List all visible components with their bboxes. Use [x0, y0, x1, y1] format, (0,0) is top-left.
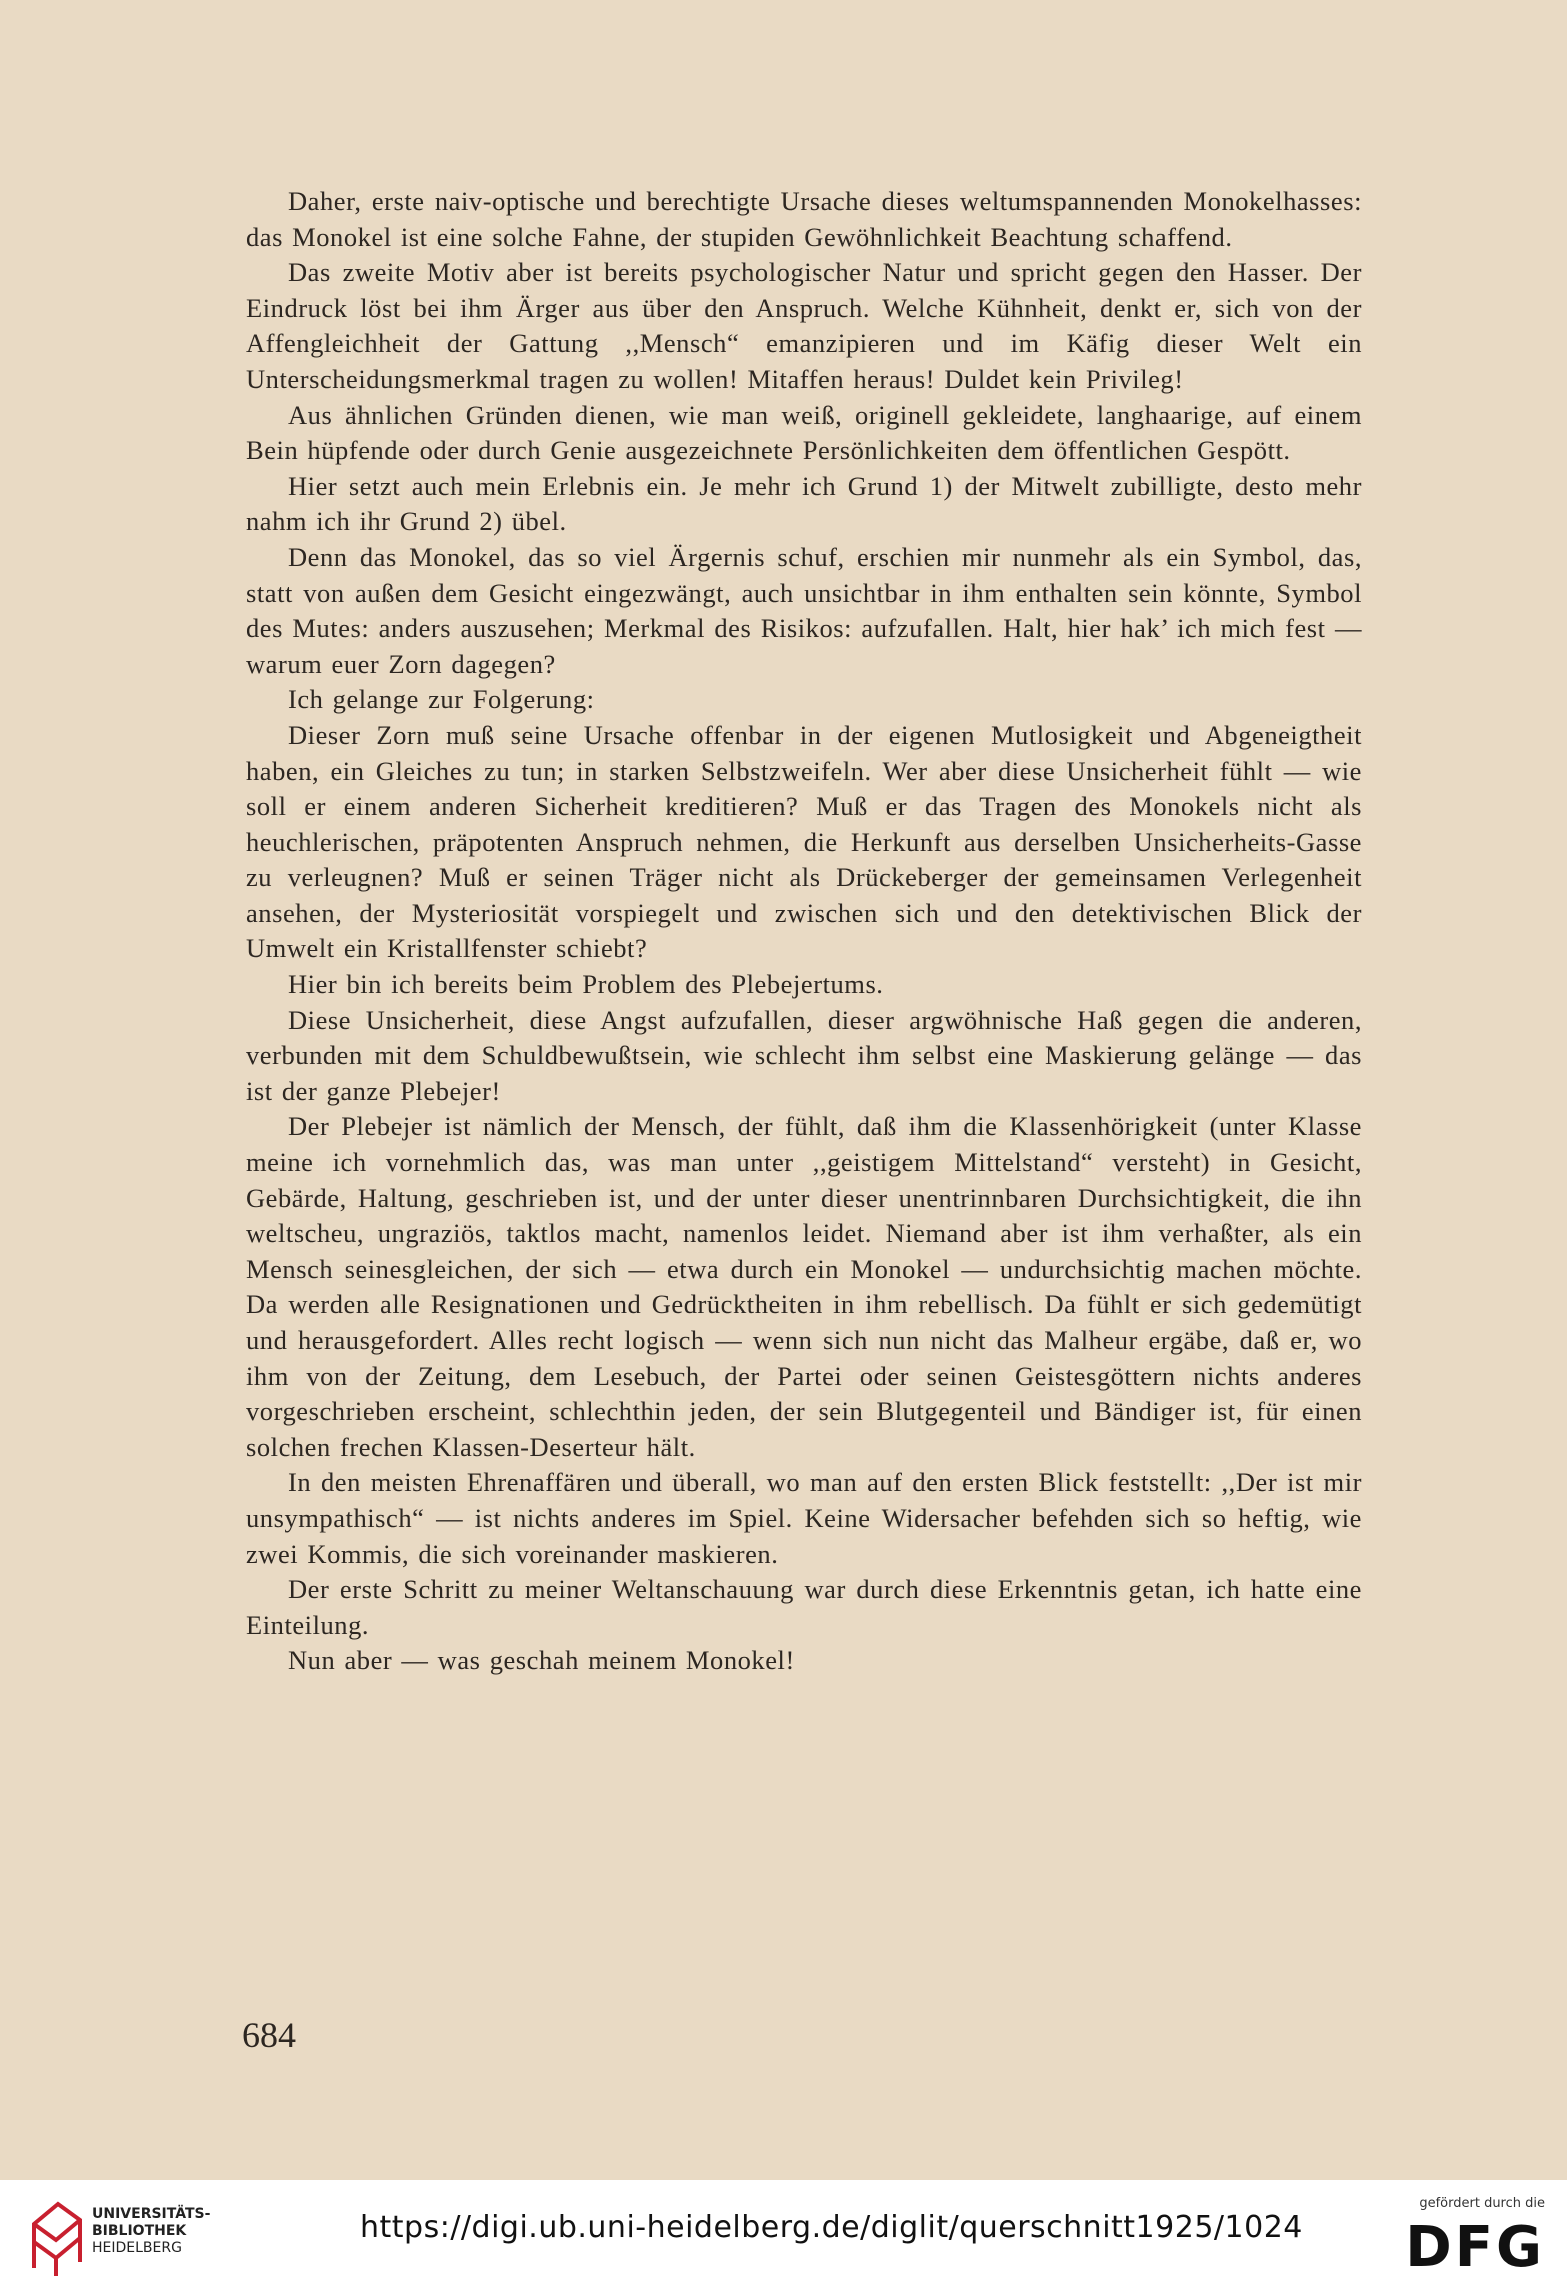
paragraph: Daher, erste naiv-optische und berechtigte Ursache dieses weltumspannenden Monokelhasses: das Monokel ist eine solche Fahne, der stupiden Gewöhnlichkeit Beachtung schaffend. — [246, 186, 1362, 252]
dfg-logo-icon[interactable]: DFG — [1405, 2215, 1545, 2280]
paragraph: Hier setzt auch mein Erlebnis ein. Je mehr ich Grund 1) der Mitwelt zubilligte, desto mehr nahm ich ihr Grund 2) übel. — [246, 470, 1362, 537]
footer-bar — [0, 2180, 1567, 2292]
paragraph: Der erste Schritt zu meiner Weltanschauung war durch diese Erkenntnis getan, ich hatte eine Einteilung. — [246, 1574, 1362, 1640]
funding-caption: gefördert durch die — [1419, 2196, 1545, 2211]
paragraph: Das zweite Motiv aber ist bereits psychologischer Natur und spricht gegen den Hasser. Der Eindruck löst bei ihm Ärger aus über den Anspruch. Welche Kühnheit, denkt er, sich von der Affengleichheit der Gattung ,,Mensch“ emanzipieren und im Käfig dieser Welt ein Unterscheidungsmerkmal tragen zu wollen! Mitaffen heraus! Duldet kein Privileg! — [246, 257, 1362, 394]
library-name-line: HEIDELBERG — [92, 2240, 182, 2256]
permalink-url[interactable]: https://digi.ub.uni-heidelberg.de/diglit/querschnitt1925/1024 — [360, 2210, 1303, 2245]
paragraph: Ich gelange zur Folgerung: — [288, 684, 595, 715]
library-name — [92, 2206, 210, 2257]
library-name-line: BIBLIOTHEK — [92, 2223, 187, 2239]
paragraph: Dieser Zorn muß seine Ursache offenbar in der eigenen Mutlosigkeit und Abgeneigtheit haben, ein Gleiches zu tun; in starken Selbstzweifeln. Wer aber diese Unsicherheit fühlt — wie soll er einem anderen Sicherheit kreditieren? Muß er das Tragen des Monokels nicht als heuchlerischen, präpotenten Anspruch nehmen, die Herkunft aus derselben Unsicherheits-Gasse zu verleugnen? Muß er seinen Träger nicht als Drückeberger der gemeinsamen Verlegenheit ansehen, der Mysteriosität vorspiegelt und zwischen sich und den detektivischen Blick der Umwelt ein Kristallfenster schiebt? — [246, 719, 1362, 964]
paragraph: In den meisten Ehrenaffären und überall, wo man auf den ersten Blick feststellt: ,,Der ist mir unsympathisch“ — ist nichts anderes im Spiel. Keine Widersacher befehden sich so heftig, wie zwei Kommis, die sich voreinander maskieren. — [246, 1467, 1362, 1569]
paragraph: Denn das Monokel, das so viel Ärgernis schuf, erschien mir nunmehr als ein Symbol, das, statt von außen dem Gesicht eingezwängt, auch unsichtbar in ihm enthalten sein könnte, Symbol des Mutes: anders auszusehen; Merkmal des Risikos: aufzufallen. Halt, hier hak’ ich mich fest — warum euer Zorn dagegen? — [246, 541, 1362, 679]
paragraph: Diese Unsicherheit, diese Angst aufzufallen, dieser argwöhnische Haß gegen die anderen, verbunden mit dem Schuldbewußtsein, wie schlecht ihm selbst eine Maskierung gelänge — das ist der ganze Plebejer! — [246, 1004, 1362, 1106]
paragraph: Aus ähnlichen Gründen dienen, wie man weiß, originell gekleidete, langhaarige, auf einem Bein hüpfende oder durch Genie ausgezeichnete Persönlichkeiten dem öffentlichen Gespött. — [246, 399, 1362, 466]
paragraph: Nun aber — was geschah meinem Monokel! — [288, 1645, 795, 1676]
body-text — [246, 184, 1362, 1679]
library-logo-icon[interactable] — [28, 2194, 86, 2278]
paragraph: Der Plebejer ist nämlich der Mensch, der fühlt, daß ihm die Klassenhörigkeit (unter Klasse meine ich vornehmlich das, was man unter ,,geistigem Mittelstand“ versteht) in Gesicht, Gebärde, Haltung, geschrieben ist, und der unter dieser unentrinnbaren Durchsichtigkeit, die ihn weltscheu, ungraziös, taktlos macht, namenlos leidet. Niemand aber ist ihm verhaßter, als ein Mensch seinesgleichen, der sich — etwa durch ein Monokel — undurchsichtig machen möchte. Da werden alle Resignationen und Gedrücktheiten in ihm rebellisch. Da fühlt er sich gedemütigt und herausgefordert. Alles recht logisch — wenn sich nun nicht das Malheur ergäbe, daß er, wo ihm von der Zeitung, dem Lesebuch, der Partei oder seinen Geistesgöttern nichts anderes vorgeschrieben erscheint, schlechthin jeden, der sein Blutgegenteil und Bändiger ist, für einen solchen frechen Klassen-Deserteur hält. — [246, 1111, 1362, 1462]
paragraph: Hier bin ich bereits beim Problem des Plebejertums. — [288, 969, 884, 1000]
page-number: 684 — [242, 2015, 296, 2055]
library-name-line: UNIVERSITÄTS- — [92, 2206, 211, 2222]
